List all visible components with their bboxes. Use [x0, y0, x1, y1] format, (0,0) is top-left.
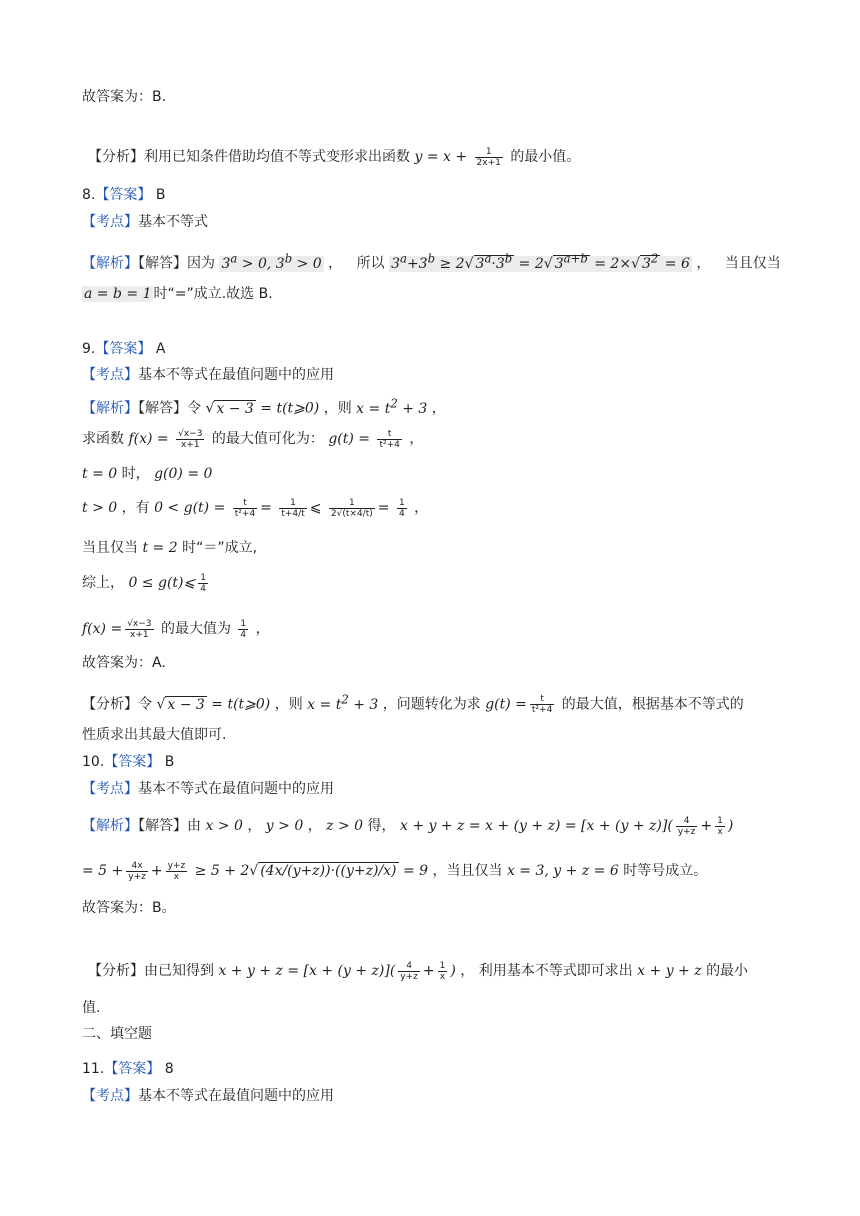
q10-fenxi-2: 值.	[82, 1000, 101, 1016]
q10-answer: 10.【答案】 B	[82, 754, 175, 770]
q10-fenxi: 【分析】由已知得到 x + y + z = [x + (y + z)]( $\frac{4}{y+z}$ + $\frac{1}{x}$ ) ， 利用基本不等式即可求出 x + y + z 的最小	[88, 960, 749, 982]
q8-jiexi-2: a = b = 1 时“=”成立.故选 B.	[84, 286, 273, 302]
answer-line: 故答案为：B.	[82, 89, 167, 105]
q10-line2: = 5 + $\frac{4x}{y+z}$ + $\frac{y+z}{x}$ ≥ 5 + 2√ (4x/(y+z))·((y+z)/x) = 9 ，当且仅当 x = 3, y + z = 6 时等号成立。	[82, 860, 708, 882]
q11-kaodian: 【考点】基本不等式在最值问题中的应用	[82, 1088, 334, 1104]
q9-line5: 当且仅当 t = 2 时“＝”成立,	[82, 540, 258, 556]
q9-line8: 故答案为：A.	[82, 655, 166, 671]
q10-kaodian: 【考点】基本不等式在最值问题中的应用	[82, 781, 334, 797]
q9-fenxi: 【分析】令 √ x − 3 = t(t⩾0) ，则 $x = t^2 + 3$ ，问题转化为求 g(t) = $\frac{t}{\text{t²+4}}$ 的最大值，根据基本不等式的	[82, 692, 744, 716]
q10-line3: 故答案为：B。	[82, 900, 176, 916]
q9-line7: f(x) = $\frac{√x-3}{x+1}$ 的最大值为 $\frac{1}{4}$ ，	[82, 618, 270, 640]
q9-kaodian: 【考点】基本不等式在最值问题中的应用	[82, 367, 334, 383]
q8-answer: 8.【答案】 B	[82, 187, 166, 203]
q9-line6: 综上， 0 ≤ g(t)⩽ $\frac{1}{4}$	[82, 572, 206, 594]
q10-line1: 【解析】【解答】由 x > 0 ， y > 0 ， z > 0 得， x + y + z = x + (y + z) = [x + (y + z)]( $\frac{4}{y+z}$ + $\frac{1}{x}$ )	[82, 815, 734, 837]
q9-line3: t = 0 时， g(0) = 0	[82, 466, 213, 482]
q11-answer: 11.【答案】 8	[82, 1061, 174, 1077]
q9-answer: 9.【答案】 A	[82, 341, 166, 357]
analysis-line: 【分析】利用已知条件借助均值不等式变形求出函数 y = x + $\frac{1}{2x+1}$ 的最小值。	[88, 146, 581, 168]
q9-line1: 【解析】【解答】令 √ x − 3 = t(t⩾0) ，则 $x = t^2 + 3$ ，	[82, 396, 446, 417]
q9-line4: t > 0 ，有 0 < g(t) = $\frac{t}{\text{t²+4}}$ = $\frac{1}{t+4/t}$ ⩽ $\frac{1}{2√(t\times 4/t)}$ = $\frac{1}{4}$ ，	[82, 497, 429, 519]
section-heading: 二、填空题	[82, 1026, 152, 1042]
q8-jiexi: 【解析】【解答】因为 $3^a > 0$, $3^b > 0$ ， 所以 $3^a+3^b \ge 2√$ $3^a\cdot 3^b = 2√$ $3^{a+b} = 2\times√$ $3^2 = 6$ ， 当且仅当	[82, 251, 781, 272]
q9-fenxi-2: 性质求出其最大值即可.	[82, 727, 227, 743]
q8-kaodian: 【考点】基本不等式	[82, 214, 208, 230]
q9-line2: 求函数 f(x) = $\frac{√x-3}{x+1}$ 的最大值可化为： g(t) = $\frac{t}{\text{t²+4}}$ ，	[82, 428, 424, 450]
